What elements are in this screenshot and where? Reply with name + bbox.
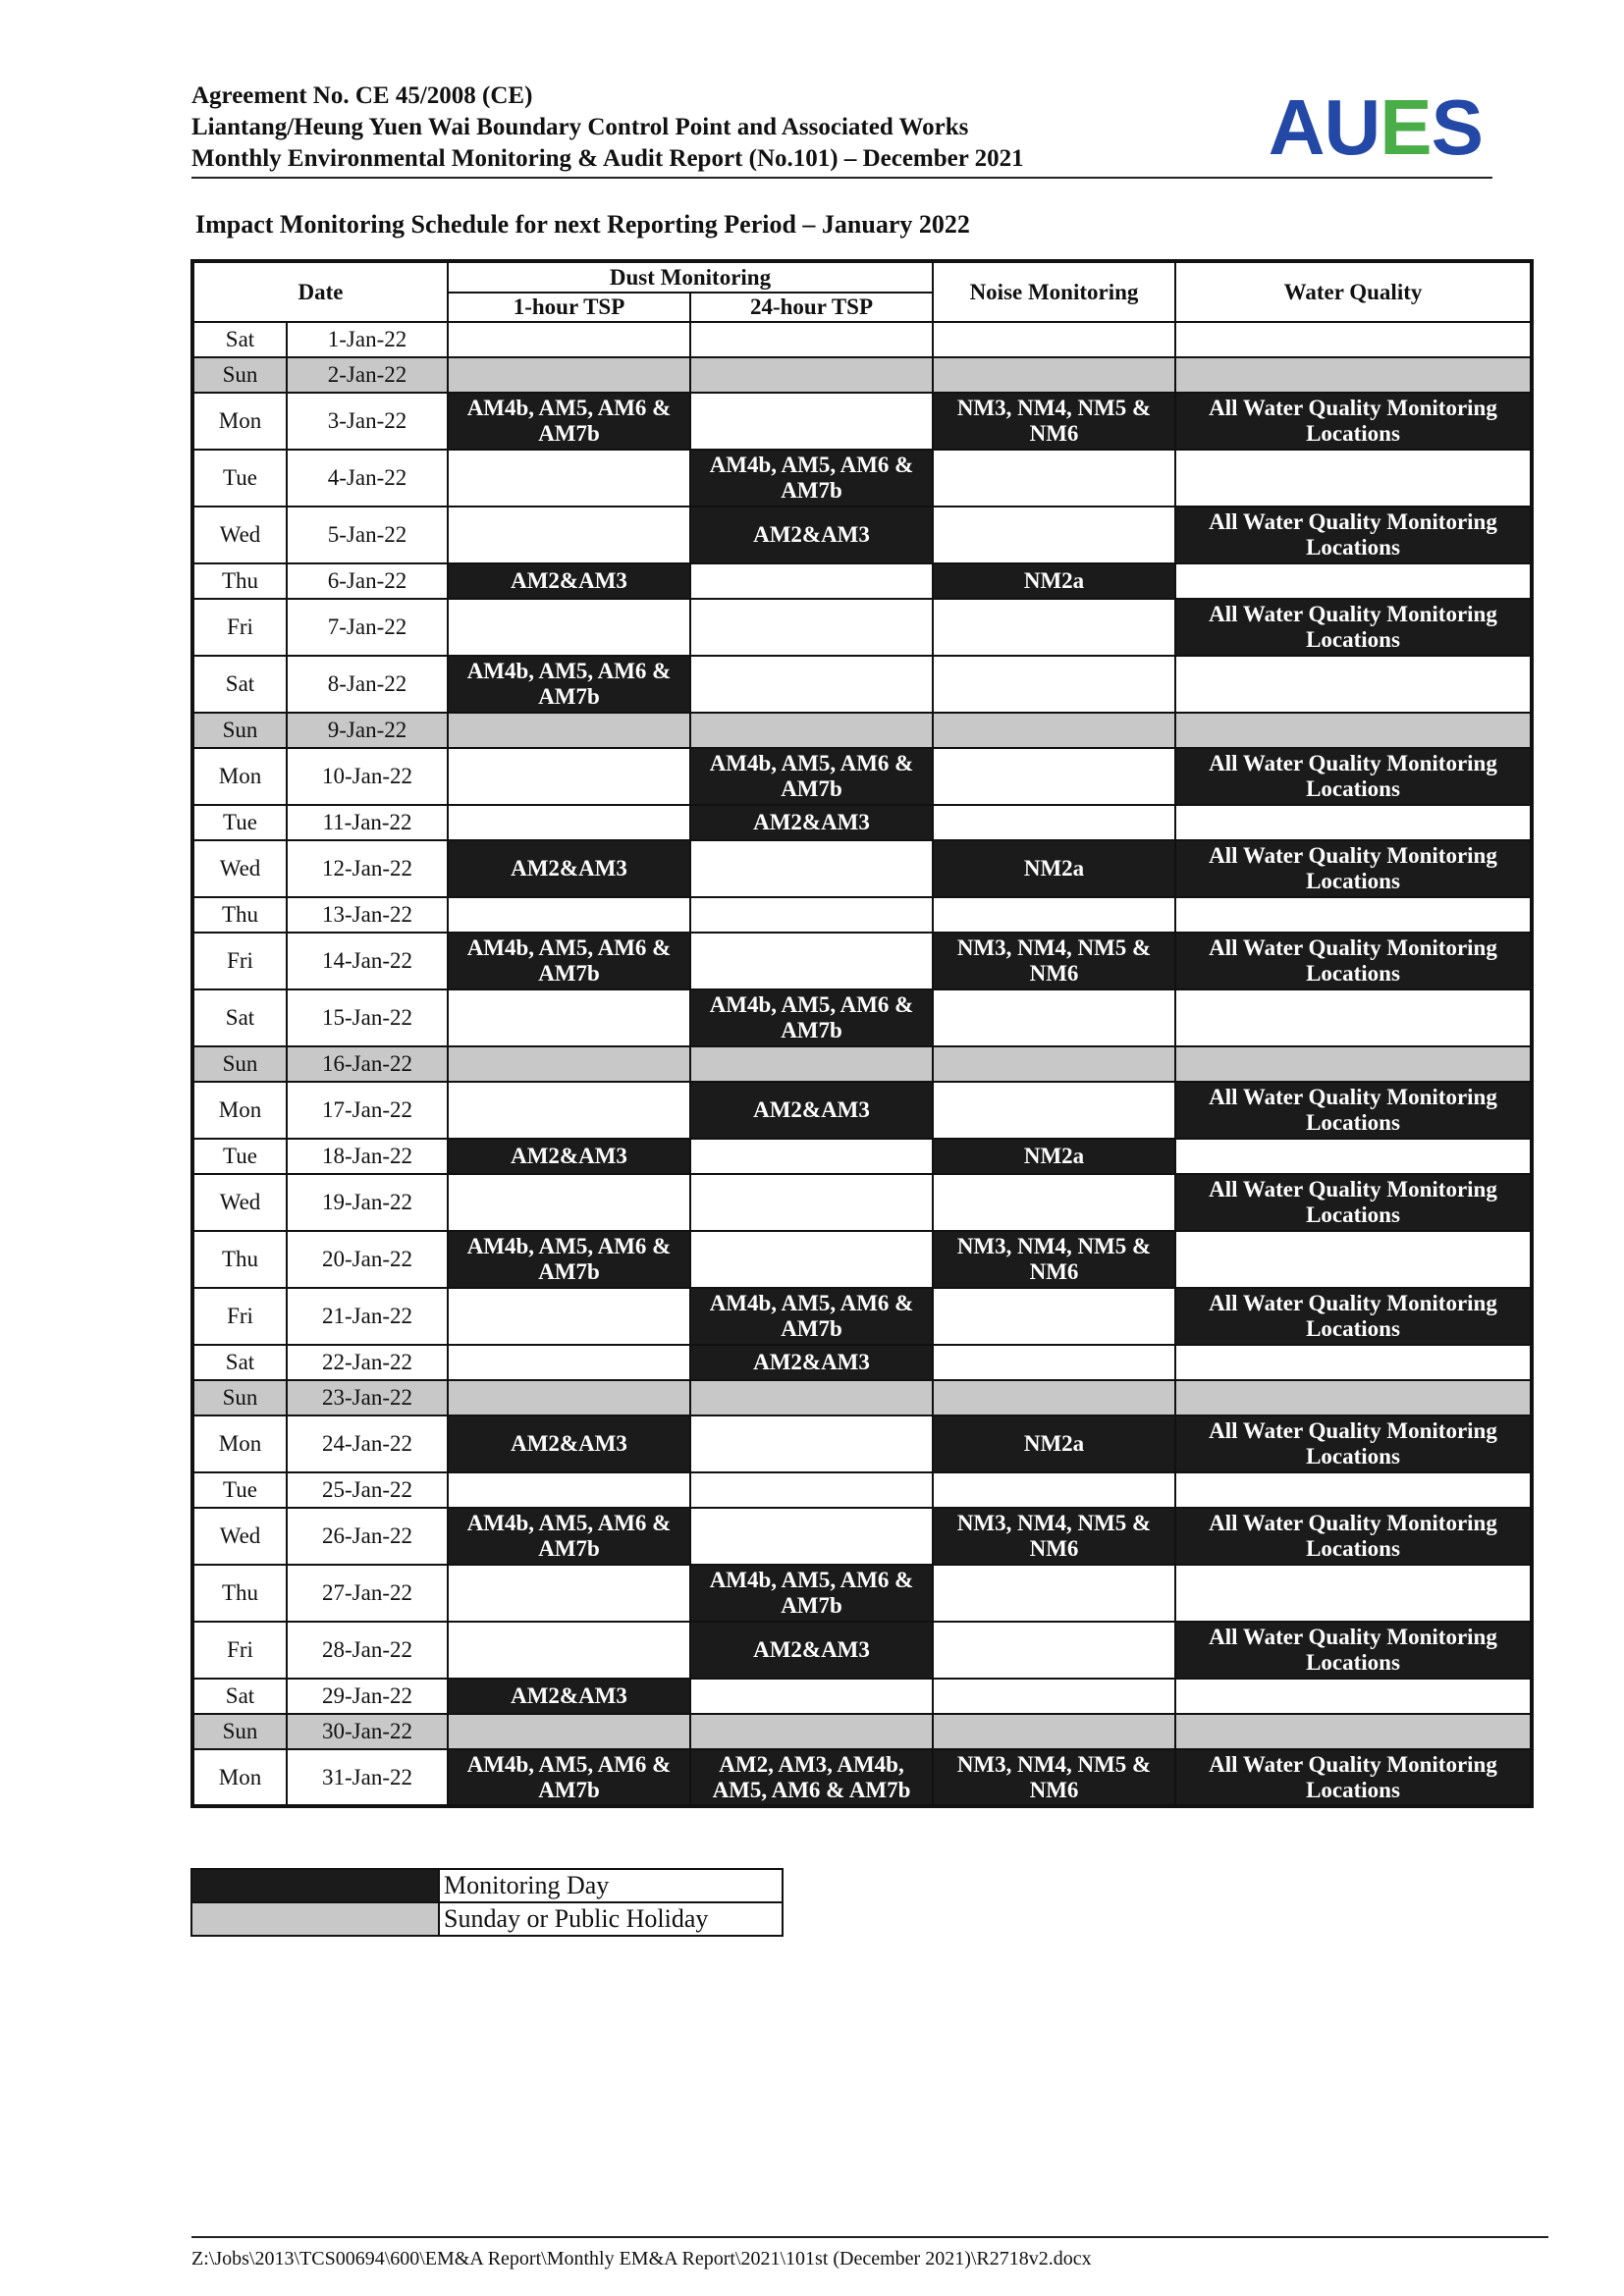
table-row [192,1508,1532,1565]
cell-24hr-tsp [690,563,933,599]
cell-date: 27-Jan-22 [287,1565,448,1622]
cell-day: Sun [192,1714,287,1749]
cell-noise [933,1046,1175,1082]
cell-day: Wed [192,840,287,897]
cell-1hr-tsp [448,1622,690,1679]
cell-day: Thu [192,563,287,599]
cell-24hr-tsp: AM2&AM3 [690,1622,933,1679]
cell-1hr-tsp [448,322,690,357]
cell-noise [933,507,1175,563]
cell-date: 22-Jan-22 [287,1345,448,1380]
header-text [191,80,1024,175]
cell-noise [933,1288,1175,1345]
cell-day: Fri [192,1622,287,1679]
cell-1hr-tsp: AM2&AM3 [448,840,690,897]
cell-date: 13-Jan-22 [287,897,448,933]
cell-water: All Water Quality Monitoring Locations [1175,1288,1532,1345]
cell-day: Fri [192,933,287,989]
cell-24hr-tsp: AM4b, AM5, AM6 & AM7b [690,1565,933,1622]
table-row [192,1082,1532,1139]
cell-24hr-tsp [690,1508,933,1565]
table-row [192,450,1532,507]
cell-noise [933,1679,1175,1714]
cell-water: All Water Quality Monitoring Locations [1175,933,1532,989]
cell-water [1175,656,1532,713]
cell-1hr-tsp [448,897,690,933]
cell-date: 9-Jan-22 [287,713,448,748]
cell-24hr-tsp [690,713,933,748]
cell-1hr-tsp: AM4b, AM5, AM6 & AM7b [448,1749,690,1806]
cell-date: 1-Jan-22 [287,322,448,357]
cell-24hr-tsp [690,656,933,713]
cell-noise [933,1380,1175,1415]
cell-noise [933,1082,1175,1139]
cell-noise: NM2a [933,563,1175,599]
cell-water: All Water Quality Monitoring Locations [1175,1174,1532,1231]
cell-day: Thu [192,1565,287,1622]
cell-1hr-tsp [448,357,690,393]
cell-day: Sat [192,1679,287,1714]
cell-1hr-tsp [448,507,690,563]
header-noise: Noise Monitoring [933,261,1175,322]
cell-date: 26-Jan-22 [287,1508,448,1565]
table-row [192,1380,1532,1415]
table-row [192,713,1532,748]
page-header [191,80,1492,179]
cell-1hr-tsp [448,1046,690,1082]
report-name: Monthly Environmental Monitoring & Audit Report (No.101) – December 2021 [191,145,1024,172]
cell-water [1175,563,1532,599]
cell-day: Fri [192,1288,287,1345]
cell-noise [933,357,1175,393]
cell-24hr-tsp [690,933,933,989]
cell-date: 25-Jan-22 [287,1472,448,1508]
cell-date: 16-Jan-22 [287,1046,448,1082]
cell-water [1175,1714,1532,1749]
cell-date: 11-Jan-22 [287,805,448,840]
cell-noise: NM3, NM4, NM5 & NM6 [933,1231,1175,1288]
legend-swatch-holiday [191,1902,439,1936]
cell-1hr-tsp: AM4b, AM5, AM6 & AM7b [448,1508,690,1565]
table-row [192,656,1532,713]
cell-noise [933,1174,1175,1231]
cell-noise: NM2a [933,1139,1175,1174]
cell-day: Thu [192,1231,287,1288]
cell-day: Sat [192,322,287,357]
legend-label-holiday: Sunday or Public Holiday [439,1902,783,1936]
table-row [192,933,1532,989]
cell-1hr-tsp: AM4b, AM5, AM6 & AM7b [448,1231,690,1288]
cell-24hr-tsp: AM2&AM3 [690,1345,933,1380]
cell-water [1175,989,1532,1046]
table-row [192,1714,1532,1749]
table-row [192,599,1532,656]
cell-day: Mon [192,1415,287,1472]
cell-water [1175,1380,1532,1415]
cell-1hr-tsp [448,713,690,748]
cell-water [1175,1565,1532,1622]
cell-1hr-tsp [448,1082,690,1139]
cell-noise [933,322,1175,357]
cell-day: Sat [192,989,287,1046]
cell-water: All Water Quality Monitoring Locations [1175,1749,1532,1806]
table-row [192,989,1532,1046]
cell-24hr-tsp: AM2&AM3 [690,805,933,840]
table-row [192,1046,1532,1082]
cell-day: Mon [192,748,287,805]
cell-24hr-tsp [690,322,933,357]
header-water: Water Quality [1175,261,1532,322]
cell-day: Wed [192,507,287,563]
cell-24hr-tsp: AM2, AM3, AM4b, AM5, AM6 & AM7b [690,1749,933,1806]
cell-water [1175,713,1532,748]
cell-day: Fri [192,599,287,656]
cell-24hr-tsp: AM4b, AM5, AM6 & AM7b [690,1288,933,1345]
legend-label-monitoring: Monitoring Day [439,1869,783,1902]
cell-day: Sun [192,713,287,748]
cell-noise: NM3, NM4, NM5 & NM6 [933,933,1175,989]
cell-1hr-tsp: AM4b, AM5, AM6 & AM7b [448,656,690,713]
cell-24hr-tsp [690,599,933,656]
footer-path: Z:\Jobs\2013\TCS00694\600\EM&A Report\Monthly EM&A Report\2021\101st (December 2021)\R2718v2.docx [191,2236,1548,2270]
project-name: Liantang/Heung Yuen Wai Boundary Control Point and Associated Works [191,114,969,140]
cell-24hr-tsp [690,1415,933,1472]
cell-water [1175,1679,1532,1714]
table-row [192,507,1532,563]
cell-noise [933,1714,1175,1749]
table-row [192,805,1532,840]
header-dust: Dust Monitoring [448,261,933,293]
table-row [192,322,1532,357]
table-row [192,897,1532,933]
cell-noise [933,1472,1175,1508]
cell-1hr-tsp [448,805,690,840]
cell-day: Sat [192,656,287,713]
cell-day: Mon [192,393,287,450]
cell-noise: NM2a [933,1415,1175,1472]
cell-1hr-tsp [448,748,690,805]
table-row [192,748,1532,805]
cell-noise: NM3, NM4, NM5 & NM6 [933,393,1175,450]
cell-noise: NM2a [933,840,1175,897]
cell-noise [933,599,1175,656]
cell-date: 14-Jan-22 [287,933,448,989]
cell-day: Tue [192,1139,287,1174]
cell-date: 19-Jan-22 [287,1174,448,1231]
cell-date: 30-Jan-22 [287,1714,448,1749]
cell-date: 23-Jan-22 [287,1380,448,1415]
cell-1hr-tsp: AM2&AM3 [448,1139,690,1174]
cell-noise [933,1565,1175,1622]
table-row [192,1415,1532,1472]
legend-swatch-monitoring [191,1869,439,1902]
cell-noise: NM3, NM4, NM5 & NM6 [933,1508,1175,1565]
cell-date: 21-Jan-22 [287,1288,448,1345]
cell-1hr-tsp: AM2&AM3 [448,563,690,599]
table-row [192,1622,1532,1679]
cell-noise [933,897,1175,933]
cell-24hr-tsp: AM2&AM3 [690,1082,933,1139]
cell-date: 5-Jan-22 [287,507,448,563]
cell-date: 17-Jan-22 [287,1082,448,1139]
table-row [192,1139,1532,1174]
cell-24hr-tsp [690,1714,933,1749]
cell-day: Wed [192,1174,287,1231]
table-row [192,393,1532,450]
table-row [192,1679,1532,1714]
cell-water [1175,897,1532,933]
cell-day: Tue [192,805,287,840]
cell-1hr-tsp: AM4b, AM5, AM6 & AM7b [448,933,690,989]
cell-24hr-tsp [690,1046,933,1082]
cell-noise [933,656,1175,713]
cell-1hr-tsp [448,1714,690,1749]
schedule-body [192,322,1532,1806]
table-row [192,563,1532,599]
cell-24hr-tsp [690,1139,933,1174]
cell-date: 6-Jan-22 [287,563,448,599]
cell-1hr-tsp [448,1472,690,1508]
cell-24hr-tsp: AM4b, AM5, AM6 & AM7b [690,450,933,507]
cell-24hr-tsp: AM4b, AM5, AM6 & AM7b [690,748,933,805]
cell-noise [933,805,1175,840]
cell-noise [933,989,1175,1046]
cell-date: 12-Jan-22 [287,840,448,897]
cell-24hr-tsp [690,897,933,933]
cell-date: 3-Jan-22 [287,393,448,450]
cell-date: 8-Jan-22 [287,656,448,713]
cell-water [1175,1345,1532,1380]
agreement-number: Agreement No. CE 45/2008 (CE) [191,82,533,109]
cell-water [1175,357,1532,393]
table-row [192,1345,1532,1380]
cell-water: All Water Quality Monitoring Locations [1175,748,1532,805]
cell-date: 4-Jan-22 [287,450,448,507]
cell-water: All Water Quality Monitoring Locations [1175,1415,1532,1472]
cell-1hr-tsp [448,1288,690,1345]
page-title: Impact Monitoring Schedule for next Reporting Period – January 2022 [195,210,970,239]
cell-water: All Water Quality Monitoring Locations [1175,1622,1532,1679]
table-row [192,1472,1532,1508]
cell-water [1175,1046,1532,1082]
cell-1hr-tsp [448,450,690,507]
cell-1hr-tsp [448,1174,690,1231]
cell-1hr-tsp [448,1565,690,1622]
cell-1hr-tsp [448,599,690,656]
cell-date: 18-Jan-22 [287,1139,448,1174]
cell-24hr-tsp [690,1472,933,1508]
cell-1hr-tsp [448,1345,690,1380]
cell-water: All Water Quality Monitoring Locations [1175,1508,1532,1565]
cell-date: 7-Jan-22 [287,599,448,656]
cell-day: Sun [192,357,287,393]
table-row [192,1565,1532,1622]
table-row [192,1174,1532,1231]
cell-water [1175,1472,1532,1508]
cell-24hr-tsp [690,357,933,393]
cell-1hr-tsp: AM2&AM3 [448,1679,690,1714]
schedule-table [190,259,1534,1808]
table-row [192,1231,1532,1288]
cell-date: 20-Jan-22 [287,1231,448,1288]
header-date: Date [192,261,448,322]
cell-date: 2-Jan-22 [287,357,448,393]
cell-24hr-tsp [690,393,933,450]
cell-day: Mon [192,1749,287,1806]
cell-day: Wed [192,1508,287,1565]
cell-water [1175,1139,1532,1174]
cell-24hr-tsp [690,1679,933,1714]
cell-water [1175,450,1532,507]
cell-24hr-tsp [690,1380,933,1415]
cell-date: 10-Jan-22 [287,748,448,805]
cell-water: All Water Quality Monitoring Locations [1175,393,1532,450]
cell-noise [933,1622,1175,1679]
cell-date: 29-Jan-22 [287,1679,448,1714]
table-row [192,1288,1532,1345]
cell-24hr-tsp [690,1174,933,1231]
cell-water: All Water Quality Monitoring Locations [1175,840,1532,897]
cell-water [1175,322,1532,357]
cell-date: 15-Jan-22 [287,989,448,1046]
cell-1hr-tsp [448,1380,690,1415]
cell-day: Sat [192,1345,287,1380]
cell-day: Tue [192,1472,287,1508]
cell-date: 24-Jan-22 [287,1415,448,1472]
cell-day: Tue [192,450,287,507]
cell-date: 31-Jan-22 [287,1749,448,1806]
cell-day: Thu [192,897,287,933]
legend [190,1868,784,1937]
header-24hr-tsp: 24-hour TSP [690,293,933,322]
cell-day: Sun [192,1046,287,1082]
table-row [192,1749,1532,1806]
cell-water [1175,1231,1532,1288]
cell-noise [933,1345,1175,1380]
cell-noise: NM3, NM4, NM5 & NM6 [933,1749,1175,1806]
cell-24hr-tsp [690,840,933,897]
cell-1hr-tsp [448,989,690,1046]
cell-date: 28-Jan-22 [287,1622,448,1679]
cell-water: All Water Quality Monitoring Locations [1175,507,1532,563]
cell-1hr-tsp: AM2&AM3 [448,1415,690,1472]
cell-noise [933,450,1175,507]
cell-24hr-tsp [690,1231,933,1288]
cell-24hr-tsp: AM4b, AM5, AM6 & AM7b [690,989,933,1046]
cell-24hr-tsp: AM2&AM3 [690,507,933,563]
header-1hr-tsp: 1-hour TSP [448,293,690,322]
cell-water: All Water Quality Monitoring Locations [1175,1082,1532,1139]
cell-noise [933,748,1175,805]
cell-water: All Water Quality Monitoring Locations [1175,599,1532,656]
cell-1hr-tsp: AM4b, AM5, AM6 & AM7b [448,393,690,450]
table-row [192,357,1532,393]
cell-day: Sun [192,1380,287,1415]
aues-logo: AUES [1268,83,1483,171]
cell-water [1175,805,1532,840]
table-row [192,840,1532,897]
cell-noise [933,713,1175,748]
cell-day: Mon [192,1082,287,1139]
